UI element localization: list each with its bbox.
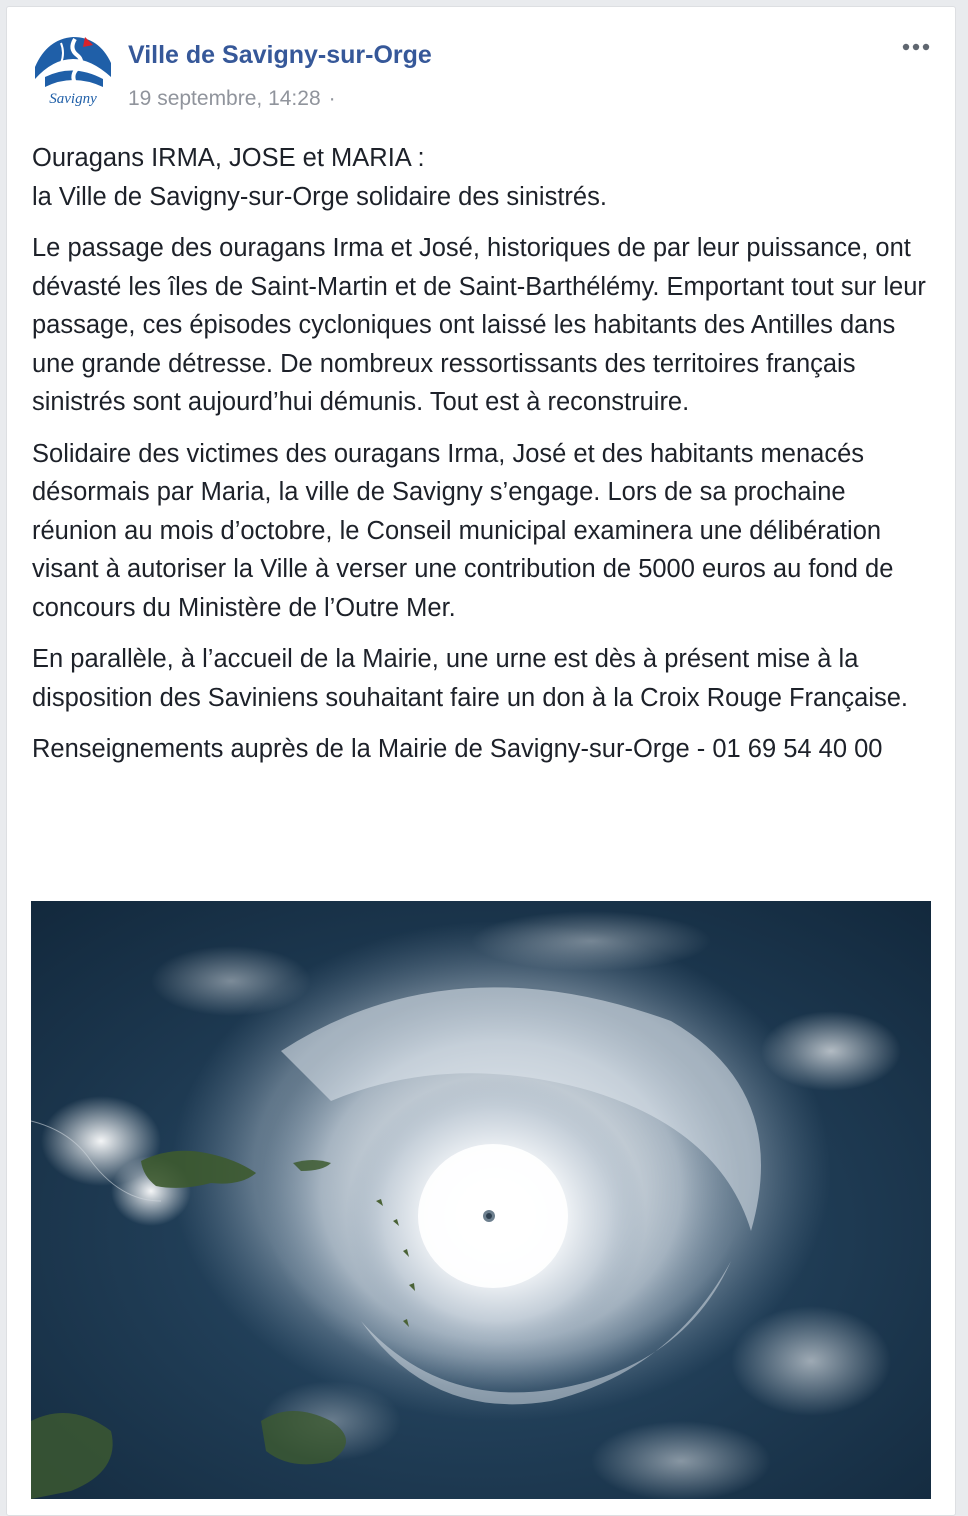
avatar-logo-text: Savigny: [49, 91, 97, 107]
post-card: [6, 6, 956, 1516]
post-header: [7, 7, 955, 127]
post-title-line-1: Ouragans IRMA, JOSE et MARIA :: [32, 144, 425, 172]
page-name-link[interactable]: Ville de Savigny-sur-Orge: [128, 41, 432, 69]
hurricane-satellite-image: [31, 901, 931, 1499]
meta-separator: ·: [328, 87, 336, 110]
savigny-logo-icon: [31, 33, 113, 115]
page-avatar[interactable]: [31, 33, 113, 115]
post-paragraph-3: Solidaire des victimes des ouragans Irma, José et des habitants menacés désormais par Maria, la ville de Savigny s’engage. Lors de sa prochaine réunion au mois d’octobre, le Conseil municipal examinera une délibération visant à autoriser la Ville à verser une contribution de 5000 euros au fond de concours du Ministère de l’Outre Mer.: [32, 439, 894, 622]
post-body: [32, 139, 937, 782]
post-options-button[interactable]: [901, 37, 935, 57]
post-paragraph-2: Le passage des ouragans Irma et José, historiques de par leur puissance, ont dévasté les îles de Saint-Martin et de Saint-Barthélémy. Emportant tout sur leur passage, ces épisodes cycloniques ont laissé les habitants des Antilles dans une grande détresse. De nombreux ressortissants des territoires français sinistrés sont aujourd’hui démunis. Tout est à reconstruire.: [32, 234, 926, 416]
post-title-line-2: la Ville de Savigny-sur-Orge solidaire des sinistrés.: [32, 182, 607, 211]
post-paragraph-5: Renseignements auprès de la Mairie de Savigny-sur-Orge - 01 69 54 40 00: [32, 735, 883, 763]
more-horizontal-icon: [901, 37, 935, 57]
post-paragraph-title: [32, 139, 937, 216]
post-paragraph-4: En parallèle, à l’accueil de la Mairie, une urne est dès à présent mise à la disposition des Saviniens souhaitant faire un don à la Croix Rouge Française.: [32, 645, 909, 712]
post-meta: [128, 87, 336, 111]
post-timestamp[interactable]: 19 septembre, 14:28: [128, 87, 321, 110]
post-photo-hurricane[interactable]: [31, 901, 931, 1499]
